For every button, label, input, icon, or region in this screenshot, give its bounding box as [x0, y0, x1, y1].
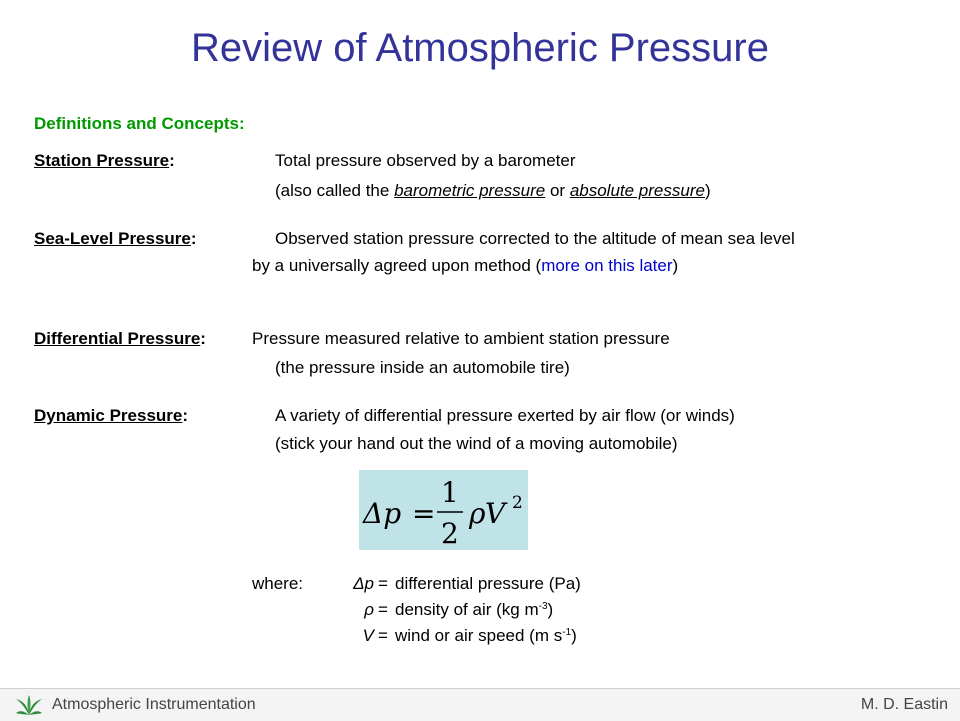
dynamic-pressure-equation — [359, 470, 528, 550]
def-dynamic-pressure-line2: (stick your hand out the wind of a moving automobile) — [275, 434, 678, 453]
term-differential-pressure: Differential Pressure: — [34, 329, 206, 348]
def-sea-level-pressure-line1: Observed station pressure corrected to the altitude of mean sea level — [275, 229, 795, 248]
section-subtitle: Definitions and Concepts: — [34, 114, 245, 133]
def-dynamic-pressure-line1: A variety of differential pressure exerted by air flow (or winds) — [275, 406, 735, 425]
where-label: where: — [252, 574, 304, 593]
where-desc-dp: differential pressure (Pa) — [395, 574, 581, 593]
def-differential-pressure-line1: Pressure measured relative to ambient station pressure — [252, 329, 670, 348]
eq-velocity: V — [485, 497, 506, 530]
where-desc-rho: density of air (kg $m^{-3}$) — [395, 600, 554, 619]
where-symbol-rho: ρ — [364, 600, 374, 619]
eq-rho: ρ — [469, 497, 486, 530]
where-equals-1: = — [378, 574, 388, 593]
slide-title: Review of Atmospheric Pressure — [190, 26, 769, 70]
def-station-pressure-line2: (also called the barometric pressure or absolute pressure) — [275, 181, 711, 200]
where-symbol-v: V — [362, 626, 374, 645]
where-equals-3: = — [378, 626, 388, 645]
footer-bar — [0, 688, 960, 721]
eq-denominator: 2 — [441, 517, 459, 550]
where-equals-2: = — [378, 600, 388, 619]
plant-logo-icon — [12, 693, 46, 717]
eq-numerator: 1 — [441, 476, 459, 509]
equation-box — [359, 470, 528, 550]
footer-course-name: Atmospheric Instrumentation — [52, 696, 256, 713]
eq-lhs: Δp — [363, 497, 402, 530]
def-sea-level-pressure-line2: by a universally agreed upon method (more on this later) — [252, 256, 679, 275]
where-desc-v: wind or air speed (m $s^{-1}$) — [395, 626, 577, 645]
footer-author: M. D. Eastin — [860, 696, 948, 713]
def-differential-pressure-line2: (the pressure inside an automobile tire) — [275, 358, 570, 377]
term-dynamic-pressure: Dynamic Pressure: — [34, 406, 189, 425]
eq-equals: = — [412, 497, 436, 530]
where-symbol-dp: Δp — [353, 574, 374, 593]
eq-exponent: 2 — [512, 493, 523, 513]
term-sea-level-pressure: Sea-Level Pressure: — [34, 229, 197, 248]
def-station-pressure-line1: Total pressure observed by a barometer — [275, 151, 576, 170]
term-station-pressure: Station Pressure: — [34, 151, 175, 170]
